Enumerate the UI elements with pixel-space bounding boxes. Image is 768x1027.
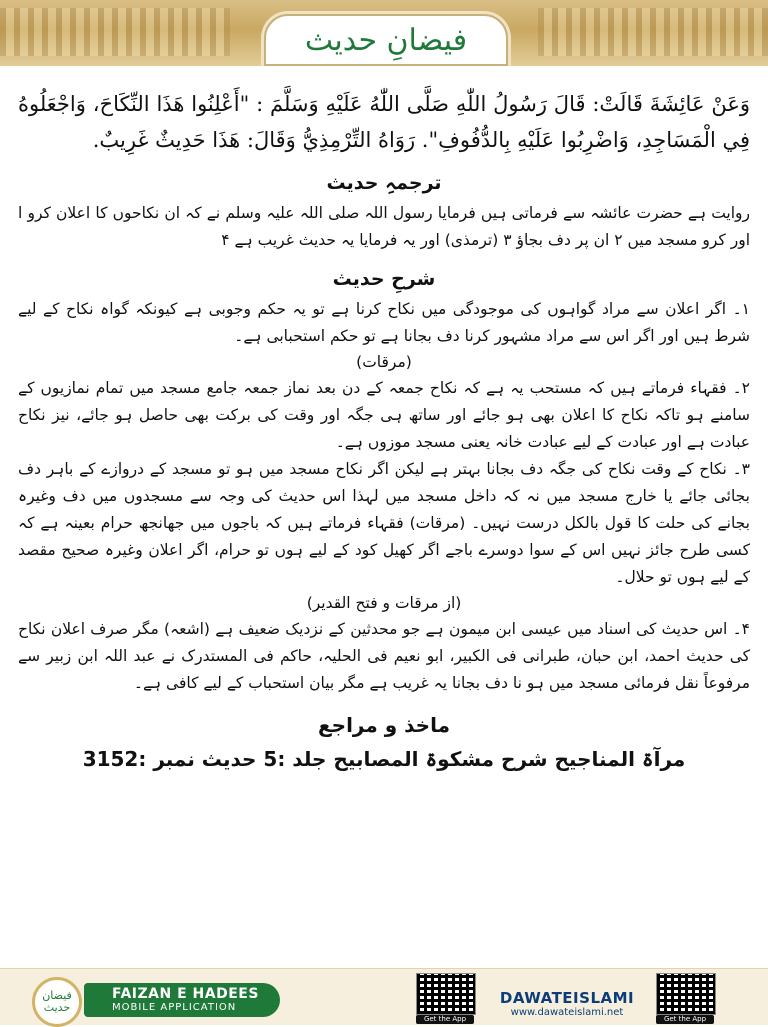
explanation-point-2: ۲۔ فقہاء فرماتے ہیں کہ مستحب یہ ہے کہ نکاح جمعہ کے دن بعد نماز جمعہ جامع مسجد میں تمام نمازیوں کے سامنے ہو تاکہ نکاح کا اعلان بھی ہو جائے اور ساتھ ہی جگہ اور وقت کی برکت بھی حاصل ہو جائے، نیز نکاح عبادت ہے اور عبادت کے لیے عبادت خانہ یعنی مسجد موزوں ہے۔ bbox=[18, 379, 750, 451]
page-title-tab bbox=[264, 14, 508, 66]
qr-code-play-store bbox=[656, 973, 716, 1015]
calligraphy-decoration-right bbox=[538, 8, 768, 56]
explanation-heading: شرحِ حدیث bbox=[332, 268, 436, 290]
brand-website-link[interactable]: www.dawateislami.net bbox=[510, 1007, 624, 1018]
references-heading: ماخذ و مراجع bbox=[318, 713, 450, 737]
translation-heading: ترجمہِ حدیث bbox=[326, 172, 442, 194]
brand-name: DAWATEISLAMI bbox=[499, 989, 635, 1007]
explanation-point-1: ۱۔ اگر اعلان سے مراد گواہوں کی موجودگی میں نکاح کرنا ہے تو یہ حکم وجوبی ہے کیونکہ گواہ نکاح کے لیے شرط ہیں اور اگر اس سے مراد مشہور کرنا دف بجانا ہے تو حکم استحبابی ہے۔ bbox=[18, 300, 750, 345]
footer-bar bbox=[0, 968, 768, 1025]
logo-text: فیضان حدیث bbox=[42, 989, 72, 1014]
app-subtitle: MOBILE APPLICATION bbox=[112, 1002, 237, 1013]
calligraphy-decoration-left bbox=[0, 8, 230, 56]
references-text: مرآۃ المناجیح شرح مشکوۃ المصابیح جلد :5 حدیث نمبر :3152 bbox=[82, 747, 686, 771]
faizan-hadees-logo bbox=[32, 977, 82, 1027]
explanation-point-3-ref: (از مرقات و فتح القدیر) bbox=[306, 594, 462, 612]
main-content bbox=[18, 82, 750, 771]
qr-code-app-store bbox=[416, 973, 476, 1015]
app-name: FAIZAN E HADEES bbox=[112, 986, 259, 1002]
app-store-badge[interactable]: Get the App bbox=[416, 1015, 474, 1024]
page-title: فیضانِ حدیث bbox=[304, 22, 468, 58]
header-banner bbox=[0, 0, 768, 66]
dawateislami-brand bbox=[492, 989, 642, 1019]
translation-text: روایت ہے حضرت عائشہ سے فرماتی ہیں فرمایا رسول اللہ صلی اللہ علیہ وسلم نے کہ ان نکاحوں کا اعلان کرو ا اور کرو مسجد میں ۲ ان پر دف بجاؤ ۳ (ترمذی) اور یہ فرمایا یہ حدیث غریب ہے ۴ bbox=[18, 204, 750, 249]
app-name-badge[interactable] bbox=[84, 983, 280, 1017]
play-store-badge[interactable]: Get the App bbox=[656, 1015, 714, 1024]
explanation-point-1-ref: (مرقات) bbox=[356, 353, 412, 371]
explanation-point-4: ۴۔ اس حدیث کی اسناد میں عیسی ابن میمون ہے جو محدثین کے نزدیک ضعیف ہے (اشعہ) مگر صرف اعلان نکاح کی حدیث احمد، ابن حبان، طبرانی فی الکبیر، ابو نعیم فی الحلیہ، حاکم فی المستدرک نے عبد اللہ ابن زبیر سے مرفوعاً نقل فرمائی مسجد میں ہو نا دف بجانا یہ غریب ہے مگر بیان استحباب کے لیے کافی ہے۔ bbox=[18, 620, 750, 692]
explanation-point-3: ۳۔ نکاح کے وقت نکاح کی جگہ دف بجانا بہتر ہے لیکن اگر نکاح مسجد میں ہو تو مسجد کے دروازے کے باہر دف بجائی جائے یا خارج مسجد میں نہ کہ داخل مسجد میں لہذا اس حدیث کی وجہ سے مسجدوں میں دف وغیرہ بجانے کی حلت کا قول بالکل درست نہیں۔ (مرقات) فقہاء فرماتے ہیں کہ باجوں میں جھانجھ حرام بعینہ ہے کہ کسی طرح جائز نہیں اس کے سوا دوسرے باجے اگر کھیل کود کے لیے ہوں تو حرام، اگر اعلان وغیرہ صحیح مقصد کے لیے ہوں تو حلال۔ bbox=[18, 460, 750, 586]
hadith-arabic-text: وَعَنْ عَائِشَةَ قَالَتْ: قَالَ رَسُولُ اللّٰهِ صَلَّى اللّٰهُ عَلَيْهِ وَسَلَّمَ : "أَعْلِنُوا هَذَا النِّكَاحَ، وَاجْعَلُوهُ فِي الْمَسَاجِدِ، وَاضْرِبُوا عَلَيْهِ بِالدُّفُوفِ". رَوَاهُ التِّرْمِذِيُّ وَقَالَ: هَذَا حَدِيثٌ غَرِيبٌ. bbox=[18, 92, 750, 152]
